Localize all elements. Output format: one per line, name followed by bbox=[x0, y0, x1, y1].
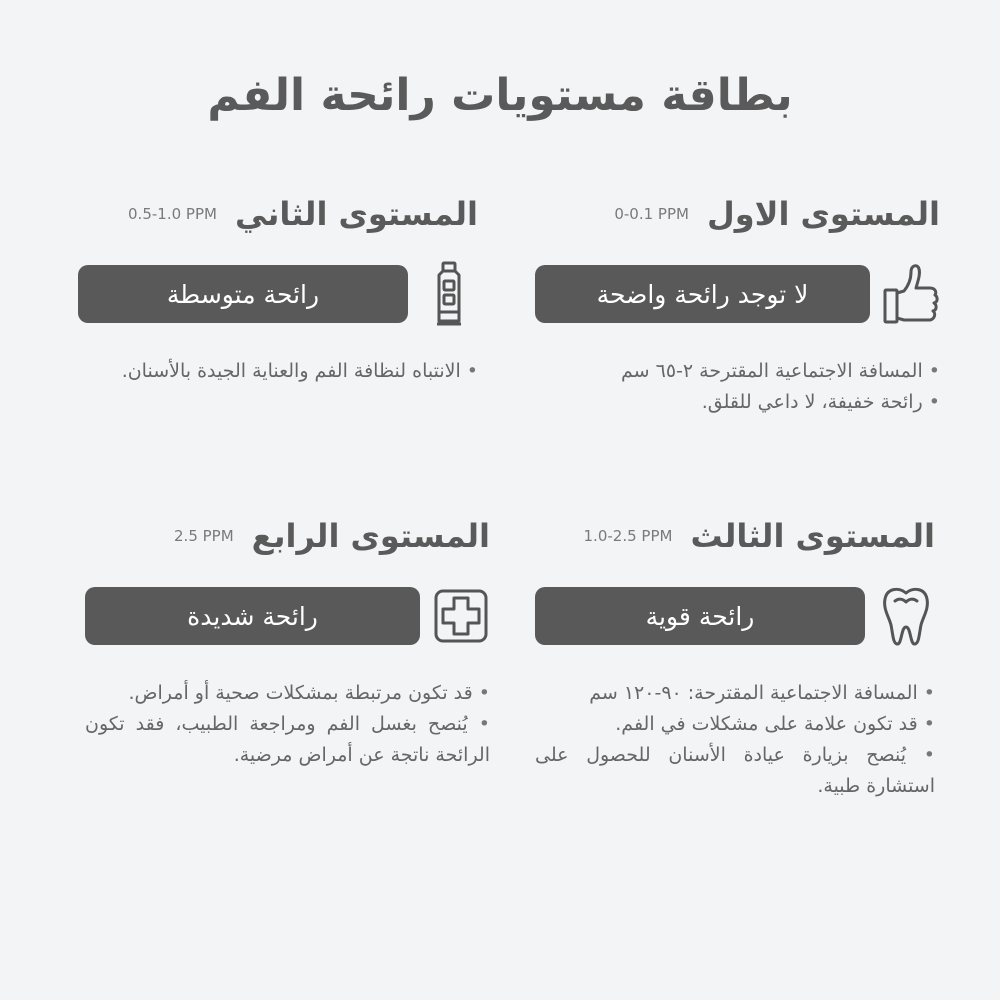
level-3-card bbox=[535, 512, 935, 802]
level-label-row bbox=[85, 584, 490, 648]
level-title: المستوى الثالث bbox=[690, 517, 935, 555]
level-label-pill: رائحة قوية bbox=[535, 587, 865, 645]
list-item: • يُنصح بغسل الفم ومراجعة الطبيب، فقد تكون الرائحة ناتجة عن أمراض مرضية. bbox=[85, 709, 490, 771]
thumbs-up-icon bbox=[882, 262, 940, 326]
list-item: • قد تكون مرتبطة بمشكلات صحية أو أمراض. bbox=[85, 678, 490, 709]
ppm-range: 1.0-2.5 PPM bbox=[583, 527, 673, 545]
list-item: • يُنصح بزيارة عيادة الأسنان للحصول على استشارة طبية. bbox=[535, 740, 935, 802]
level-header bbox=[85, 512, 490, 560]
level-header bbox=[535, 512, 935, 560]
list-item: • المسافة الاجتماعية المقترحة ٢-٦٥ سم bbox=[535, 356, 940, 387]
level-2-card bbox=[78, 190, 478, 387]
notes-list bbox=[78, 356, 478, 387]
level-1-card bbox=[535, 190, 940, 418]
level-label-row bbox=[535, 262, 940, 326]
level-header bbox=[78, 190, 478, 238]
list-item: • رائحة خفيفة، لا داعي للقلق. bbox=[535, 387, 940, 418]
level-label-row bbox=[78, 262, 478, 326]
page-title: بطاقة مستويات رائحة الفم bbox=[207, 70, 793, 121]
level-4-card bbox=[85, 512, 490, 771]
level-label-pill: رائحة متوسطة bbox=[78, 265, 408, 323]
list-item: • المسافة الاجتماعية المقترحة: ٩٠-١٢٠ سم bbox=[535, 678, 935, 709]
level-label-pill: رائحة شديدة bbox=[85, 587, 420, 645]
level-label-pill: لا توجد رائحة واضحة bbox=[535, 265, 870, 323]
tooth-icon bbox=[877, 584, 935, 648]
ppm-range: 0-0.1 PPM bbox=[614, 205, 689, 223]
notes-list bbox=[85, 678, 490, 771]
notes-list bbox=[535, 678, 935, 802]
list-item: • الانتباه لنظافة الفم والعناية الجيدة بالأسنان. bbox=[78, 356, 478, 387]
level-title: المستوى الاول bbox=[706, 195, 940, 233]
level-label-row bbox=[535, 584, 935, 648]
medical-cross-icon bbox=[432, 584, 490, 648]
level-header bbox=[535, 190, 940, 238]
list-item: • قد تكون علامة على مشكلات في الفم. bbox=[535, 709, 935, 740]
toothpaste-icon bbox=[420, 262, 478, 326]
notes-list bbox=[535, 356, 940, 418]
level-title: المستوى الثاني bbox=[234, 195, 478, 233]
ppm-range: 0.5-1.0 PPM bbox=[128, 205, 217, 223]
level-title: المستوى الرابع bbox=[251, 517, 490, 555]
ppm-range: 2.5 PPM bbox=[174, 527, 234, 545]
